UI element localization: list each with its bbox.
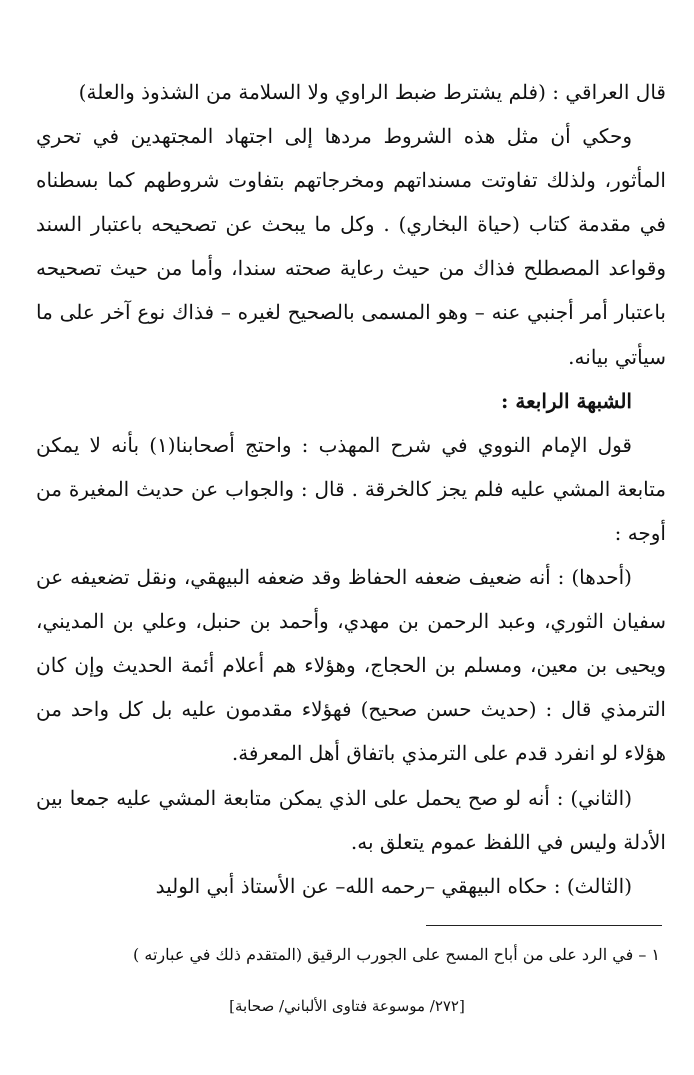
paragraph-conditions: وحكي أن مثل هذه الشروط مردها إلى اجتهاد المجتهدين في تحري المأثور، ولذلك تفاوتت مسنداتهم ومخرجاتهم بتفاوت شروطهم كما بسطناه في مقدمة كتاب (حياة البخاري) . وكل ما يبحث عن تصحيحه باعتبار السند وقواعد المصطلح فذاك من حيث رعاية صحته سندا، وأما من حيث تصحيحه باعتبار أمر أجنبي عنه – وهو المسمى بالصحيح لغيره – فذاك نوع آخر على ما سيأتي بيانه. [36, 124, 666, 369]
paragraph-iraqi-quote: قال العراقي : (فلم يشترط ضبط الراوي ولا السلامة من الشذوذ والعلة) [78, 80, 666, 104]
footnote-divider [426, 925, 662, 926]
footnote: ١ – في الرد على من أباح المسح على الجورب الرقيق (المتقدم ذلك في عبارته ) [133, 945, 660, 964]
paragraph-nawawi: قول الإمام النووي في شرح المهذب : واحتج أصحابنا(١) بأنه لا يمكن متابعة المشي عليه فلم يجز كالخرقة . قال : والجواب عن حديث المغيرة من أوجه : [36, 432, 666, 545]
paragraph-third-point: (الثالث) : حكاه البيهقي –رحمه الله– عن الأستاذ أبي الوليد [155, 873, 632, 898]
section-heading-fourth-doubt: الشبهة الرابعة : [501, 388, 632, 413]
page-footer: [٢٧٢/ موسوعة فتاوى الألباني/ صحابة] [229, 997, 465, 1015]
main-text [36, 70, 666, 908]
paragraph-first-point: (أحدها) : أنه ضعيف ضعفه الحفاظ وقد ضعفه البيهقي، ونقل تضعيفه عن سفيان الثوري، وعبد الرحمن بن مهدي، وأحمد بن حنبل، وعلي بن المديني، ويحيى بن معين، ومسلم بن الحجاج، وهؤلاء هم أعلام أئمة الحديث وإن كان الترمذي قال : (حديث حسن صحيح) فهؤلاء مقدمون عليه بل كل واحد من هؤلاء لو انفرد قدم على الترمذي باتفاق أهل المعرفة. [36, 565, 666, 766]
paragraph-second-point: (الثاني) : أنه لو صح يحمل على الذي يمكن متابعة المشي عليه جمعا بين الأدلة وليس في اللفظ عموم يتعلق به. [36, 785, 666, 854]
